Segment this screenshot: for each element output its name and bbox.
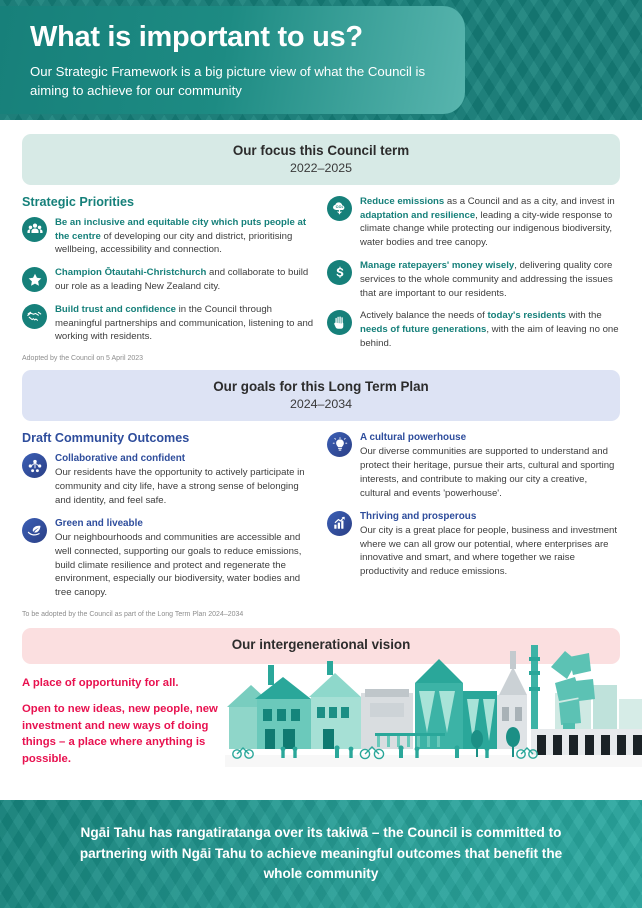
focus-columns bbox=[0, 185, 642, 363]
community-outcomes-column bbox=[22, 421, 315, 618]
header-panel bbox=[0, 6, 465, 114]
list-item bbox=[22, 266, 315, 294]
handshake-icon bbox=[22, 304, 47, 329]
goals-band bbox=[22, 370, 620, 421]
item-rest: in the Council through meaningful partnerships and communication, listening to and working with residents. bbox=[55, 303, 314, 343]
growth-chart-icon bbox=[327, 511, 352, 536]
list-item-text bbox=[360, 510, 620, 580]
list-item bbox=[22, 517, 315, 600]
item-highlight: Build trust and confidence bbox=[55, 303, 176, 315]
list-item-text bbox=[360, 309, 620, 350]
goals-band-years: 2024–2034 bbox=[289, 397, 353, 411]
list-item-text bbox=[55, 517, 315, 600]
list-item-text bbox=[55, 216, 315, 257]
leaf-hand-icon bbox=[22, 518, 47, 543]
svg-text:CO₂: CO₂ bbox=[335, 203, 344, 209]
focus-footnote: Adopted by the Council on 5 April 2023 bbox=[22, 355, 144, 363]
focus-band-years: 2022–2025 bbox=[289, 160, 353, 175]
outcome-body: Our neighbourhoods and communities are accessible and well connected, supporting our goals to reduce emissions, build climate resilience and protect and regenerate the environment, especially our biodiversity, water bodies and tree canopy. bbox=[55, 531, 302, 599]
list-item-text bbox=[55, 452, 315, 508]
vision-text bbox=[22, 664, 237, 768]
item-rest: , with the aim of leaving no one behind. bbox=[360, 324, 619, 350]
co2-cloud-icon bbox=[327, 196, 352, 221]
vision-band-title: Our intergenerational vision bbox=[231, 637, 411, 652]
footer-text: Ngāi Tahu has rangatiratanga over its takiwā – the Council is committed to partnering with Ngāi Tahu to achieve meaningful outcomes that benefit the whole community bbox=[79, 825, 563, 882]
list-item bbox=[22, 452, 315, 508]
strategic-priorities-heading: Strategic Priorities bbox=[22, 194, 134, 209]
dollar-icon bbox=[327, 260, 352, 285]
people-group-icon bbox=[22, 217, 47, 242]
item-highlight: Manage ratepayers' money wisely bbox=[360, 260, 515, 271]
page-subtitle: Our Strategic Framework is a big picture view of what the Council is aiming to achieve for our community bbox=[30, 63, 426, 98]
community-outcomes-heading: Draft Community Outcomes bbox=[22, 431, 190, 445]
open-hand-icon bbox=[327, 310, 352, 335]
strategic-priorities-column bbox=[22, 185, 315, 363]
goals-footnote: To be adopted by the Council as part of the Long Term Plan 2024–2034 bbox=[22, 611, 244, 618]
outcome-title: Collaborative and confident bbox=[55, 453, 186, 464]
star-icon bbox=[22, 267, 47, 292]
item-mid: as a Council and as a city, and invest in bbox=[444, 195, 615, 207]
list-item-text bbox=[360, 259, 620, 300]
outcome-title: Green and liveable bbox=[55, 517, 143, 529]
item-highlight: today's residents bbox=[487, 310, 566, 322]
list-item-text bbox=[360, 195, 620, 250]
outcome-body: Our diverse communities are supported to understand and protect their heritage, pursue their arts, cultural and sporting interests, and contribute to making our city a creative, cultural and events 'powerhouse'. bbox=[360, 446, 615, 499]
goals-band-title: Our goals for this Long Term Plan bbox=[213, 379, 429, 395]
list-item bbox=[22, 216, 315, 257]
item-mid: with the bbox=[566, 310, 602, 322]
list-item-text bbox=[55, 266, 315, 294]
item-rest: , leading a city-wide response to climate change while protecting our indigenous biodiversity, water bodies and tree canopy. bbox=[360, 209, 613, 249]
item-pre: Actively balance the needs of bbox=[360, 310, 488, 322]
christchurch-skyline-illustration bbox=[225, 637, 642, 767]
focus-right-column bbox=[327, 185, 620, 363]
list-item-text bbox=[360, 431, 620, 501]
vision-body bbox=[0, 664, 642, 768]
goals-right-column bbox=[327, 421, 620, 618]
focus-band-title: Our focus this Council term bbox=[232, 143, 410, 158]
outcome-title: A cultural powerhouse bbox=[360, 432, 467, 443]
vision-paragraph: Open to new ideas, new people, new investment and new ways of doing things – a place where anything is possible. bbox=[22, 703, 218, 765]
vision-lead: A place of opportunity for all. bbox=[22, 676, 179, 689]
item-highlight-2: adaptation and resilience bbox=[360, 209, 476, 221]
list-item bbox=[327, 431, 620, 501]
list-item bbox=[22, 303, 315, 344]
item-highlight: Reduce emissions bbox=[360, 195, 445, 207]
item-highlight: Be an inclusive and equitable city which puts people at the centre bbox=[55, 216, 307, 242]
list-item bbox=[327, 510, 620, 580]
page-title: What is important to us? bbox=[30, 21, 363, 53]
outcome-body: Our city is a great place for people, business and investment where we can all grow our potential, where enterprises are innovative and smart, and where together we raise productivity and reduce emissions. bbox=[360, 524, 618, 578]
goals-columns bbox=[0, 421, 642, 618]
page-header bbox=[0, 0, 642, 120]
item-rest: , delivering quality core services to the whole community and addressing the issues that are important to our residents. bbox=[360, 260, 613, 299]
outcome-body: Our residents have the opportunity to actively participate in community and city life, have a strong sense of belonging and identity, and feel safe. bbox=[55, 467, 305, 506]
vision-section bbox=[0, 628, 642, 767]
outcome-title: Thriving and prosperous bbox=[360, 510, 477, 522]
item-rest: and collaborate to build our role as a leading New Zealand city. bbox=[55, 267, 309, 292]
connected-people-icon bbox=[22, 453, 47, 478]
focus-band bbox=[22, 134, 620, 185]
item-rest: of developing our city and district, prioritising wellbeing, accessibility and connection. bbox=[55, 230, 293, 256]
list-item bbox=[327, 259, 620, 300]
list-item bbox=[327, 309, 620, 350]
item-highlight-2: needs of future generations bbox=[360, 324, 487, 336]
list-item-text bbox=[55, 303, 315, 344]
list-item bbox=[327, 195, 620, 250]
lightbulb-icon bbox=[327, 432, 352, 457]
page-footer bbox=[0, 800, 642, 908]
item-highlight: Champion Ōtautahi-Christchurch bbox=[55, 267, 207, 279]
